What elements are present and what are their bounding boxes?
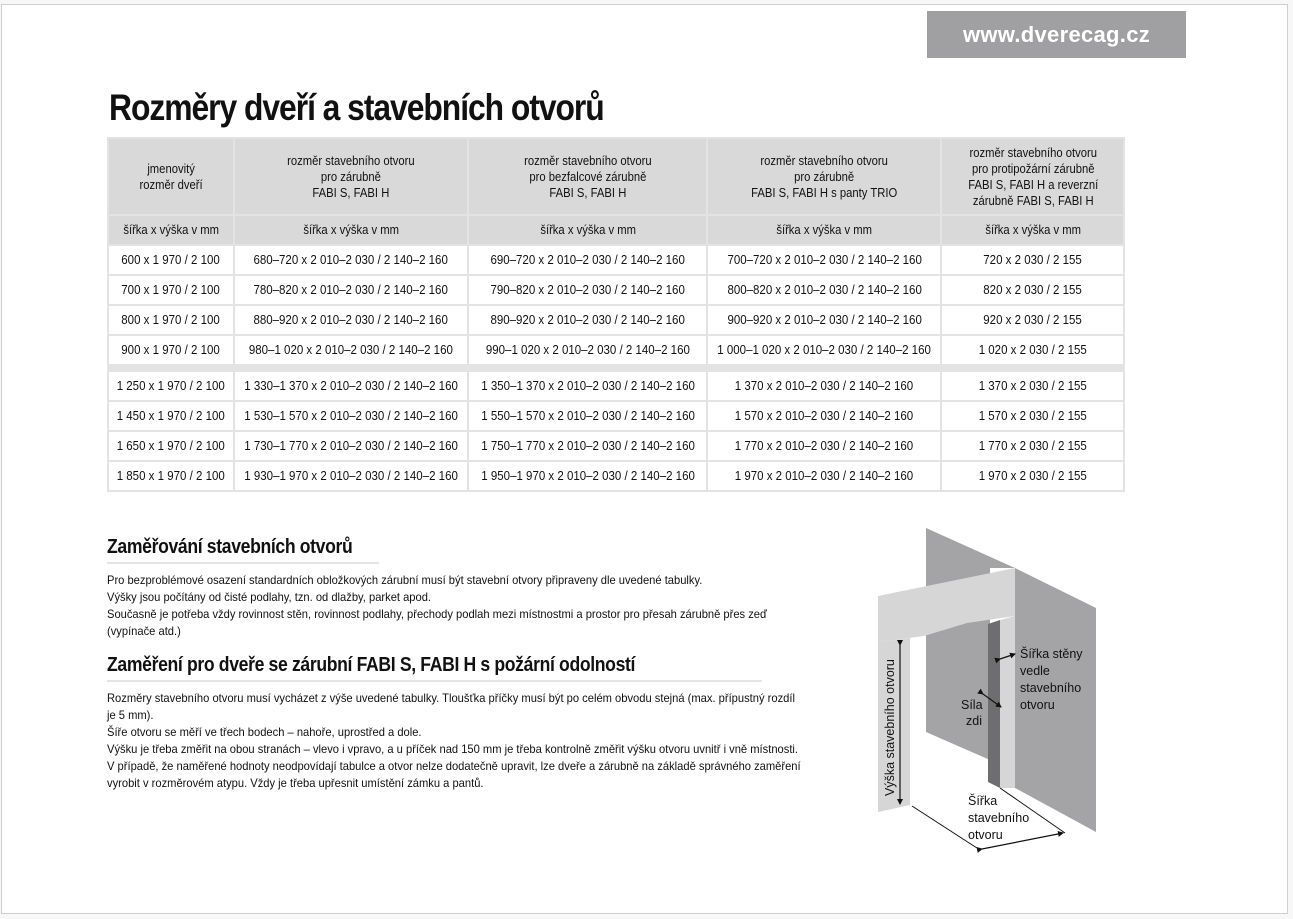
table-row [109,246,1123,274]
opening-size-cell: 690–720 x 2 010–2 030 / 2 140–2 160 [469,246,706,274]
opening-size-cell: 820 x 2 030 / 2 155 [942,276,1123,304]
units-cell: šířka x výška v mm [235,216,467,244]
nominal-size-cell: 600 x 1 970 / 2 100 [109,246,233,274]
opening-size-cell: 1 930–1 970 x 2 010–2 030 / 2 140–2 160 [235,462,467,490]
opening-size-cell: 1 950–1 970 x 2 010–2 030 / 2 140–2 160 [469,462,706,490]
opening-size-cell: 1 530–1 570 x 2 010–2 030 / 2 140–2 160 [235,402,467,430]
opening-size-cell: 1 770 x 2 010–2 030 / 2 140–2 160 [708,432,940,460]
dimensions-table [107,137,1125,492]
opening-size-cell: 1 020 x 2 030 / 2 155 [942,336,1123,364]
table-row [109,276,1123,304]
wall-width-label-line: Šířka stěny [1020,647,1083,661]
opening-size-cell: 680–720 x 2 010–2 030 / 2 140–2 160 [235,246,467,274]
header-nominal-size: jmenovitý rozměr dveří [109,139,233,214]
table-row [109,336,1123,364]
opening-size-cell: 990–1 020 x 2 010–2 030 / 2 140–2 160 [469,336,706,364]
nominal-size-cell: 800 x 1 970 / 2 100 [109,306,233,334]
opening-size-cell: 1 350–1 370 x 2 010–2 030 / 2 140–2 160 [469,372,706,400]
table-row [109,402,1123,430]
table-row [109,432,1123,460]
wall-width-label-line: stavebního [1020,681,1082,695]
header-opening-flush: rozměr stavebního otvoru pro bezfalcové zárubně FABI S, FABI H [469,139,706,214]
section-measuring-openings [107,536,827,640]
opening-size-cell: 1 570 x 2 010–2 030 / 2 140–2 160 [708,402,940,430]
opening-size-cell: 890–920 x 2 010–2 030 / 2 140–2 160 [469,306,706,334]
wall-thickness-label-line: zdi [966,714,982,728]
opening-size-cell: 1 370 x 2 030 / 2 155 [942,372,1123,400]
wall-thickness-label-line: Síla [961,698,983,712]
width-label-line: stavebního [968,811,1030,825]
section-body-text: Pro bezproblémové osazení standardních obložkových zárubní musí být stavební otvory připraveny dle uvedené tabulky. Výšky jsou počítány od čisté podlahy, tzn. od dlažby, parket apod. Současně je potřeba vždy rovinnost stěn, rovinnost podlahy, přechody podlah mezi místnostmi a prostor pro přesah zárubně přes zeď (vypínače atd.) [107,573,767,638]
table-row [109,462,1123,490]
header-opening-trio: rozměr stavebního otvoru pro zárubně FABI S, FABI H s panty TRIO [708,139,940,214]
height-label: Výška stavebního otvoru [883,659,897,796]
opening-size-cell: 700–720 x 2 010–2 030 / 2 140–2 160 [708,246,940,274]
width-label-line: Šířka [968,794,998,808]
opening-size-cell: 920 x 2 030 / 2 155 [942,306,1123,334]
nominal-size-cell: 700 x 1 970 / 2 100 [109,276,233,304]
opening-size-cell: 720 x 2 030 / 2 155 [942,246,1123,274]
units-cell: šířka x výška v mm [109,216,233,244]
opening-size-cell: 800–820 x 2 010–2 030 / 2 140–2 160 [708,276,940,304]
group-separator [109,366,1123,370]
table-row [109,372,1123,400]
opening-size-cell: 880–920 x 2 010–2 030 / 2 140–2 160 [235,306,467,334]
opening-size-cell: 1 550–1 570 x 2 010–2 030 / 2 140–2 160 [469,402,706,430]
table-group-double [109,372,1123,490]
opening-size-cell: 1 370 x 2 010–2 030 / 2 140–2 160 [708,372,940,400]
opening-size-cell: 900–920 x 2 010–2 030 / 2 140–2 160 [708,306,940,334]
wall-width-label-line: otvoru [1020,698,1055,712]
section-body-text: Rozměry stavebního otvoru musí vycházet z výše uvedené tabulky. Tloušťka příčky musí být po celém obvodu stejná (max. přípustný rozdíl je 5 mm). Šíře otvoru se měří ve třech bodech – nahoře, uprostřed a dole. Výšku je třeba změřit na obou stranách – vlevo i vpravo, a u příček nad 150 mm je třeba kontrolně změřit výšku otvoru uvnitř i vně místnosti. V případě, že naměřené hodnoty neodpovídají tabulce a otvor nelze dodatečně upravit, lze dveře a zárubně na základě správného zaměření vyrobit v rozměrovém atypu. Vždy je třeba upřesnit umístění zámku a pantů. [107,691,801,790]
units-cell: šířka x výška v mm [708,216,940,244]
opening-size-cell: 1 730–1 770 x 2 010–2 030 / 2 140–2 160 [235,432,467,460]
width-label-line: otvoru [968,828,1003,842]
section-heading: Zaměřování stavebních otvorů [107,536,353,558]
section-fire-resistant-measuring [107,654,867,792]
units-cell: šířka x výška v mm [469,216,706,244]
opening-size-cell: 1 970 x 2 010–2 030 / 2 140–2 160 [708,462,940,490]
nominal-size-cell: 1 650 x 1 970 / 2 100 [109,432,233,460]
opening-size-cell: 1 750–1 770 x 2 010–2 030 / 2 140–2 160 [469,432,706,460]
nominal-size-cell: 900 x 1 970 / 2 100 [109,336,233,364]
page-title: Rozměry dveří a stavebních otvorů [109,87,604,128]
units-cell: šířka x výška v mm [942,216,1123,244]
table-row [109,306,1123,334]
table-group-single [109,246,1123,364]
section-heading: Zaměření pro dveře se zárubní FABI S, FABI H s požární odolností [107,654,636,676]
header-opening-fire: rozměr stavebního otvoru pro protipožární zárubně FABI S, FABI H a reverzní zárubně FABI S, FABI H [942,139,1123,214]
nominal-size-cell: 1 450 x 1 970 / 2 100 [109,402,233,430]
nominal-size-cell: 1 850 x 1 970 / 2 100 [109,462,233,490]
brand-url-banner[interactable]: www.dverecag.cz [927,11,1186,58]
opening-size-cell: 1 570 x 2 030 / 2 155 [942,402,1123,430]
table-units-row [109,216,1123,244]
table-header-row [109,139,1123,214]
heading-underline [107,562,379,564]
opening-size-cell: 1 000–1 020 x 2 010–2 030 / 2 140–2 160 [708,336,940,364]
opening-diagram [860,520,1140,860]
opening-size-cell: 980–1 020 x 2 010–2 030 / 2 140–2 160 [235,336,467,364]
wall-thickness-edge [988,620,1000,788]
opening-size-cell: 1 970 x 2 030 / 2 155 [942,462,1123,490]
opening-size-cell: 1 770 x 2 030 / 2 155 [942,432,1123,460]
wall-width-label-line: vedle [1020,664,1050,678]
right-jamb [1000,616,1015,788]
opening-size-cell: 780–820 x 2 010–2 030 / 2 140–2 160 [235,276,467,304]
heading-underline [107,680,762,682]
opening-size-cell: 790–820 x 2 010–2 030 / 2 140–2 160 [469,276,706,304]
nominal-size-cell: 1 250 x 1 970 / 2 100 [109,372,233,400]
opening-size-cell: 1 330–1 370 x 2 010–2 030 / 2 140–2 160 [235,372,467,400]
header-opening-fabi: rozměr stavebního otvoru pro zárubně FABI S, FABI H [235,139,467,214]
separator-cell [109,366,1123,370]
